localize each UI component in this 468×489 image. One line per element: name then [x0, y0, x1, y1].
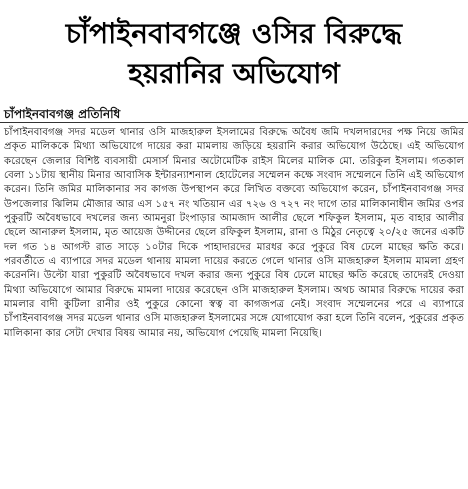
byline-divider — [0, 122, 468, 123]
headline — [10, 14, 458, 94]
article-paragraph: চাঁপাইনবাবগঞ্জ সদর মডেল থানার ওসি মাজহারুল ইসলামের বিরুদ্ধে অবৈধ জমি দখলদারদের পক্ষ নিয়ে জমির প্রকৃত মালিককে মিথ্যা অভিযোগে দায়ের করা মামলায় জড়িয়ে হয়রানি করার অভিযোগ উঠেছে। এই অভিযোগ করেছেন জেলার বিশিষ্ট ব্যবসায়ী মেসার্স মিনার অটোমেটিক রাইস মিলের মালিক মো. তরিকুল ইসলাম। গতকাল বেলা ১১টায় স্থানীয় মিনার আবাসিক ইন্টারন্যাশনাল হোটেলের সম্মেলন কক্ষে সংবাদ সম্মেলনে তিনি এই অভিযোগ করেন। তিনি জমির মালিকানার সব কাগজ উপস্থাপন করে লিখিত বক্তব্যে অভিযোগ করেন, চাঁপাইনবাবগঞ্জ সদর উপজেলার ঝিলিম মৌজার আর এস ১৫৭ নং খতিয়ান এর ৭২৬ ও ৭২৭ নং দাগে তার মালিকানাধীন জমির ওপর পুকুরটি অবৈধভাবে দখলের জন্য আমনুরা টংপাড়ার আমজাদ আলীর ছেলে শফিকুল ইসলাম, মৃত বাহার আলীর ছেলে আনারুল ইসলাম, মৃত আয়েজ উদ্দীনের ছেলে রফিকুল ইসলাম, রানা ও মিঠুর নেতৃত্বে ২০/২৫ জনের একটি দল গত ১৪ আগস্ট রাত সাড়ে ১০টার দিকে পাহাদারদের মারধর করে পুকুরে বিষ ঢেলে মাছের ক্ষতি করে। পরবর্তীতে এ ব্যাপারে সদর মডেল থানায় মামলা দায়ের করতে গেলে থানার ওসি মাজহারুল ইসলাম মামলা গ্রহণ করেননি। উল্টো যারা পুকুরটি অবৈধভাবে দখল করার জন্য পুকুরে বিষ ঢেলে মাছের ক্ষতি করেছে তাদেরই দেওয়া মিথ্যা অভিযোগে আমার বিরুদ্ধে মামলা দায়ের করেছেন ওসি মাজহারুল ইসলাম। অথচ আমার বিরুদ্ধে দায়ের করা মামলার বাদী কুটিলা রানীর ওই পুকুরে কোনো স্বত্ব বা কাগজপত্র নেই। সংবাদ সম্মেলনের পরে এ ব্যাপারে চাঁপাইনবাবগঞ্জ সদর মডেল থানার ওসি মাজহারুল ইসলামের সঙ্গে যোগাযোগ করা হলে তিনি বলেন, পুকুরের প্রকৃত মালিকানা কার সেটা দেখার বিষয় আমার নয়, অভিযোগ পেয়েছি মামলা নিয়েছি। — [4, 127, 464, 339]
article-body — [4, 126, 464, 341]
clipped-top-strip — [0, 0, 468, 8]
byline: চাঁপাইনবাবগঞ্জ প্রতিনিধি — [4, 107, 121, 121]
headline-line-2: হয়রানির অভিযোগ — [128, 57, 340, 90]
headline-line-1: চাঁপাইনবাবগঞ্জে ওসির বিরুদ্ধে — [65, 17, 403, 50]
